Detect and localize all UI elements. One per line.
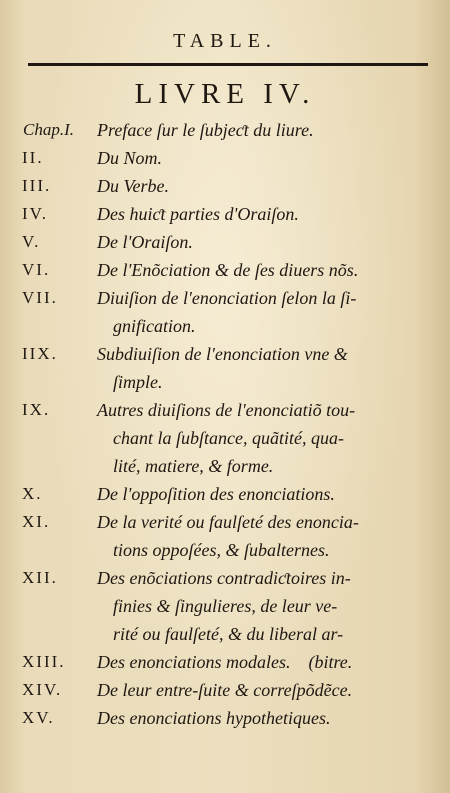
chapter-title-line: Autres diuiſions de l'enonciatiõ tou-	[97, 400, 356, 420]
toc-entry	[0, 480, 450, 508]
toc-entry	[0, 704, 450, 732]
toc-entry	[0, 648, 450, 676]
chapter-title-line: De l'Oraiſon.	[97, 232, 193, 252]
chapter-title-line: lité, matiere, & forme.	[113, 456, 274, 476]
chapter-title	[97, 256, 432, 284]
chapter-title-line: Du Verbe.	[97, 176, 169, 196]
toc-entry	[0, 284, 450, 340]
toc-entry	[0, 200, 450, 228]
chapter-title	[97, 508, 432, 564]
chapter-number: XIV.	[22, 680, 63, 699]
chapter-title	[97, 704, 432, 732]
toc-entry	[0, 116, 450, 144]
toc-entry	[0, 256, 450, 284]
chapter-title-line: tions oppoſées, & ſubalternes.	[113, 540, 330, 560]
chapter-title-line: Des enonciations modales. (bitre.	[97, 652, 353, 672]
chapter-number: XIII.	[22, 652, 66, 671]
chapter-number: X.	[22, 484, 43, 503]
table-of-contents	[0, 116, 450, 732]
chapter-number: V.	[22, 232, 41, 251]
chapter-title-line: Des enonciations hypothetiques.	[97, 708, 331, 728]
chapter-number: III.	[22, 176, 52, 195]
toc-entry	[0, 564, 450, 648]
chapter-number: XI.	[22, 512, 51, 531]
chapter-title	[97, 228, 432, 256]
chapter-number: Chap.I.	[23, 120, 74, 139]
chapter-title	[97, 284, 432, 340]
chapter-title-line: ſimple.	[113, 372, 163, 392]
chapter-title-line: Des huiƈt parties d'Oraiſon.	[97, 204, 299, 224]
chapter-title	[97, 396, 432, 480]
chapter-title	[97, 144, 432, 172]
chapter-number: IV.	[22, 204, 48, 223]
chapter-number: IIX.	[22, 344, 58, 363]
chapter-title-line: gnification.	[113, 316, 196, 336]
toc-entry	[0, 508, 450, 564]
chapter-title-line: Preface ſur le ſubjeƈt du liure.	[97, 120, 314, 140]
chapter-title	[97, 340, 432, 396]
chapter-title-line: De l'oppoſition des enonciations.	[97, 484, 335, 504]
chapter-title-line: De leur entre-ſuite & correſpõdẽce.	[97, 680, 353, 700]
chapter-number: II.	[22, 148, 44, 167]
chapter-title-line: Subdiuiſion de l'enonciation vne &	[97, 344, 348, 364]
toc-entry	[0, 340, 450, 396]
chapter-title-line: Du Nom.	[97, 148, 163, 168]
chapter-title	[97, 648, 432, 676]
header-rule	[28, 63, 428, 66]
chapter-title	[97, 116, 432, 144]
chapter-title	[97, 480, 432, 508]
chapter-title	[97, 676, 432, 704]
chapter-title-line: finies & ſingulieres, de leur ve-	[113, 596, 338, 616]
chapter-title-line: rité ou faulſeté, & du liberal ar-	[113, 624, 344, 644]
toc-entry	[0, 396, 450, 480]
chapter-number: VII.	[22, 288, 58, 307]
chapter-title	[97, 172, 432, 200]
toc-entry	[0, 228, 450, 256]
chapter-number: XV.	[22, 708, 55, 727]
chapter-title-line: chant la ſubſtance, quãtité, qua-	[113, 428, 344, 448]
running-head: TABLE.	[173, 30, 277, 52]
chapter-number: VI.	[22, 260, 51, 279]
chapter-number: XII.	[22, 568, 58, 587]
chapter-title-line: De l'Enõciation & de ſes diuers nõs.	[97, 260, 359, 280]
toc-entry	[0, 676, 450, 704]
chapter-title	[97, 564, 432, 648]
toc-entry	[0, 172, 450, 200]
chapter-title-line: Diuiſion de l'enonciation ſelon la ſi-	[97, 288, 357, 308]
toc-entry	[0, 144, 450, 172]
chapter-title-line: Des enõciations contradiƈtoires in-	[97, 568, 351, 588]
chapter-title-line: De la verité ou faulſeté des enoncia-	[97, 512, 359, 532]
chapter-title	[97, 200, 432, 228]
chapter-number: IX.	[22, 400, 51, 419]
book-title: LIVRE IV.	[134, 78, 316, 110]
